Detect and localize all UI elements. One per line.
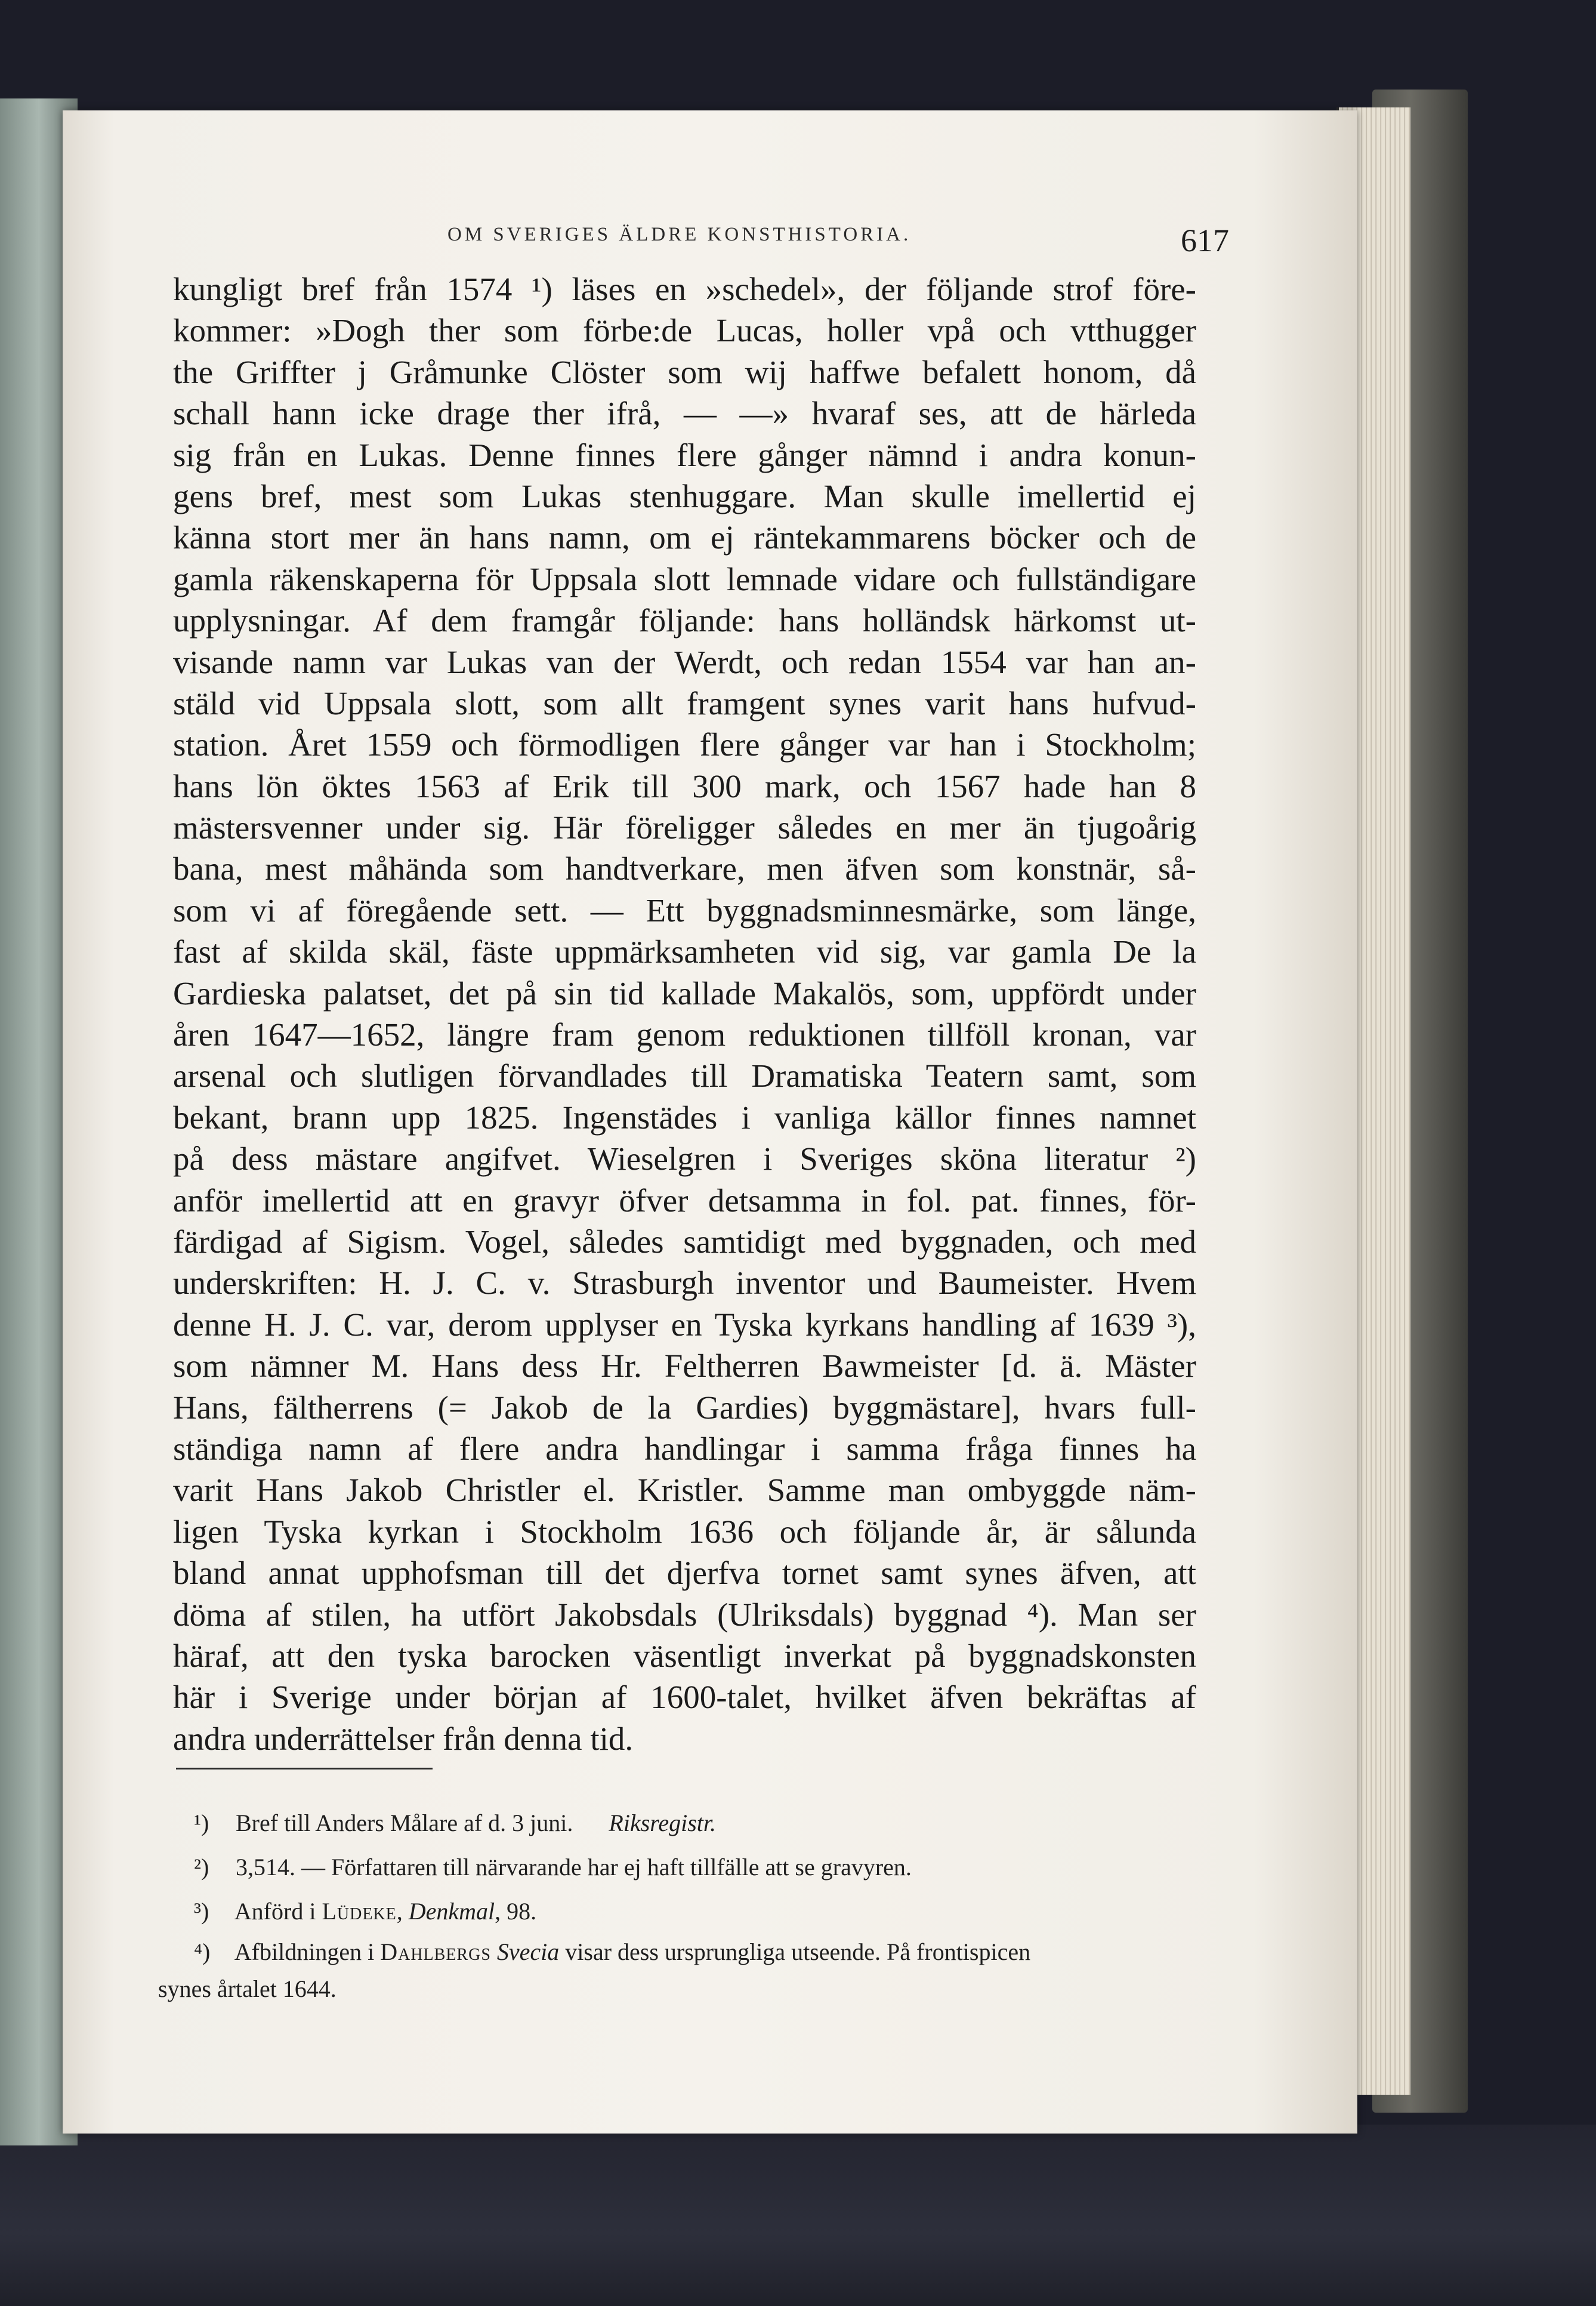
footnote-2 xyxy=(158,1845,1232,1889)
text-line: fast af skilda skäl, fäste uppmärksamheten vid sig, var gamla De la xyxy=(173,933,1196,970)
footnote-text: visar dess ursprungliga utseende. På frontispicen xyxy=(565,1938,1031,1965)
text-line: bekant, brann upp 1825. Ingenstädes i vanliga källor finnes namnet xyxy=(173,1099,1196,1136)
text-line: på dess mästare angifvet. Wieselgren i Sveriges sköna literatur ²) xyxy=(173,1140,1196,1177)
footnote-4 xyxy=(158,1934,1232,1971)
text-line: arsenal och slutligen förvandlades till Dramatiska Teatern samt, som xyxy=(173,1058,1196,1095)
text-line: hans lön öktes 1563 af Erik till 300 mark, och 1567 hade han 8 xyxy=(173,767,1196,804)
footnote-author: Lüdeke xyxy=(322,1898,397,1925)
body-text xyxy=(173,269,1196,1757)
footnote-marker: ⁴) xyxy=(194,1938,211,1965)
footnote-marker: ¹) xyxy=(194,1809,209,1836)
footnote-source: Riksregistr. xyxy=(609,1809,717,1836)
footnote-rule xyxy=(176,1768,433,1769)
text-line: schall hann icke drage ther ifrå, — —» hvaraf ses, att de härleda xyxy=(173,395,1196,432)
text-line: station. Året 1559 och förmodligen flere gånger var han i Stockholm; xyxy=(173,726,1196,763)
footnote-1 xyxy=(158,1801,1232,1845)
text-line: kommer: »Dogh ther som förbe:de Lucas, holler vpå och vtthugger xyxy=(173,312,1196,349)
footnote-marker: ³) xyxy=(194,1898,209,1925)
text-line: anför imellertid att en gravyr öfver detsamma in fol. pat. finnes, för- xyxy=(173,1182,1196,1219)
text-line: stäld vid Uppsala slott, som allt framgent synes varit hans hufvud- xyxy=(173,685,1196,722)
background-table xyxy=(0,2125,1596,2306)
text-line: här i Sverige under början af 1600-talet, hvilket äfven bekräftas af xyxy=(173,1679,1196,1716)
footnote-4-continuation: synes årtalet 1644. xyxy=(158,1975,337,2002)
text-line: bana, mest måhända som handtverkare, men äfven som konstnär, så- xyxy=(173,850,1196,887)
text-line: gamla räkenskaperna för Uppsala slott lemnade vidare och fullständigare xyxy=(173,560,1196,597)
footnote-text: Bref till Anders Målare af d. 3 juni. xyxy=(236,1809,573,1836)
text-line: underskriften: H. J. C. v. Strasburgh inventor und Baumeister. Hvem xyxy=(173,1265,1196,1302)
text-line: ständiga namn af flere andra handlingar i samma fråga finnes ha xyxy=(173,1430,1196,1467)
footnote-work: Svecia xyxy=(496,1938,560,1965)
footnote-work: Denkmal xyxy=(408,1898,495,1925)
text-line: gens bref, mest som Lukas stenhuggare. Man skulle imellertid ej xyxy=(173,477,1196,514)
running-title: OM SVERIGES ÄLDRE KONSTHISTORIA. xyxy=(447,224,912,245)
text-line: döma af stilen, ha utfört Jakobsdals (Ulriksdals) byggnad ⁴). Man ser xyxy=(173,1596,1196,1633)
text-line: häraf, att den tyska barocken väsentligt inverkat på byggnadskonsten xyxy=(173,1637,1196,1674)
footnote-author: Dahlbergs xyxy=(380,1938,491,1965)
text-line: ligen Tyska kyrkan i Stockholm 1636 och följande år, är sålunda xyxy=(173,1513,1196,1550)
text-line: varit Hans Jakob Christler el. Kristler. Samme man ombyggde näm- xyxy=(173,1472,1196,1509)
text-line: kungligt bref från 1574 ¹) läses en »schedel», der följande strof före- xyxy=(173,271,1196,307)
text-line: åren 1647—1652, längre fram genom reduktionen tillföll kronan, var xyxy=(173,1016,1196,1053)
footnote-text: 3,514. — Författaren till närvarande har ej haft tillfälle att se gravyren. xyxy=(236,1854,912,1880)
text-line: andra underrättelser från denna tid. xyxy=(173,1720,634,1757)
text-line: sig från en Lukas. Denne finnes flere gånger nämnd i andra konun- xyxy=(173,436,1196,473)
footnote-text: Anförd i xyxy=(234,1898,316,1925)
footnote-marker: ²) xyxy=(194,1854,209,1880)
text-line: the Griffter j Gråmunke Clöster som wij haffwe befalett honom, då xyxy=(173,353,1196,390)
text-line: Gardieska palatset, det på sin tid kallade Makalös, som, uppfördt under xyxy=(173,975,1196,1012)
text-line: Hans, fältherrens (= Jakob de la Gardies) byggmästare], hvars full- xyxy=(173,1389,1196,1426)
footnote-3: ³) Anförd i Lüdeke, Denkmal, 98. xyxy=(158,1889,1232,1934)
footnote-text: Afbildningen i xyxy=(234,1938,375,1965)
text-line: som nämner M. Hans dess Hr. Feltherren Bawmeister [d. ä. Mäster xyxy=(173,1348,1196,1385)
text-line: mästersvenner under sig. Här föreligger således en mer än tjugoårig xyxy=(173,809,1196,846)
text-line: som vi af föregående sett. — Ett byggnadsminnesmärke, som länge, xyxy=(173,892,1196,929)
text-line: bland annat upphofsman till det djerfva tornet samt synes äfven, att xyxy=(173,1555,1196,1592)
text-line: färdigad af Sigism. Vogel, således samtidigt med byggnaden, och med xyxy=(173,1223,1196,1260)
text-line: visande namn var Lukas van der Werdt, och redan 1554 var han an- xyxy=(173,643,1196,680)
text-line: känna stort mer än hans namn, om ej räntekammarens böcker och de xyxy=(173,519,1196,556)
footnote-page: , 98. xyxy=(495,1898,537,1925)
footnotes xyxy=(158,1801,1232,2052)
text-line: upplysningar. Af dem framgår följande: hans holländsk härkomst ut- xyxy=(173,602,1196,639)
page-number: 617 xyxy=(1181,223,1229,258)
text-line: denne H. J. C. var, derom upplyser en Tyska kyrkans handling af 1639 ³), xyxy=(173,1306,1196,1343)
